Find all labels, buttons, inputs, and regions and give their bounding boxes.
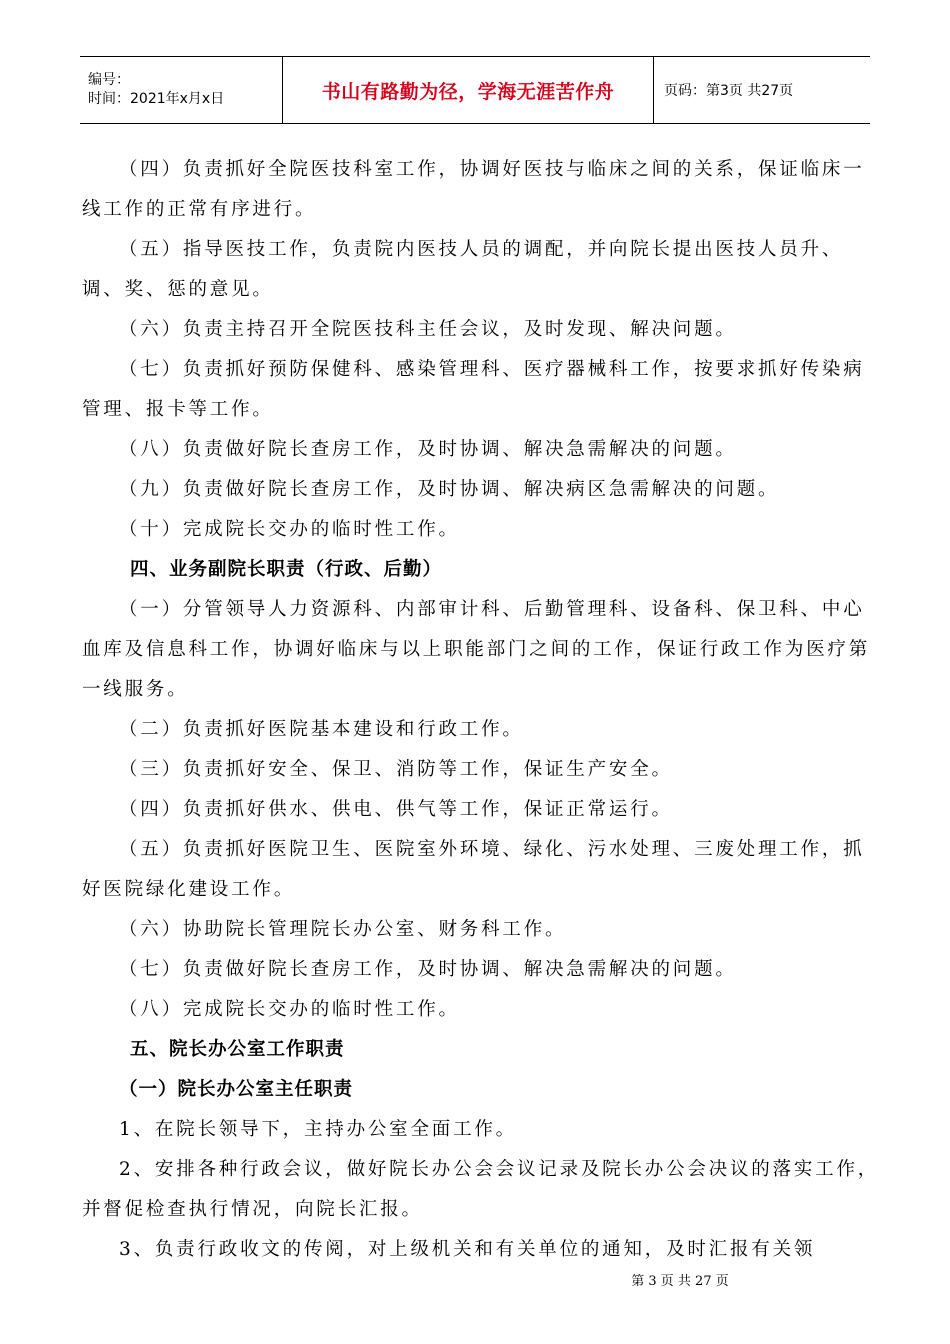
subsection-heading: （一）院长办公室主任职责 (119, 1079, 354, 1100)
body-paragraph: 3、负责行政收文的传阅，对上级机关和有关单位的通知，及时汇报有关领 (119, 1239, 816, 1260)
header-page-cell (654, 57, 870, 123)
body-paragraph: （四）负责抓好供水、供电、供气等工作，保证正常运行。 (119, 799, 673, 820)
body-paragraph: （六）协助院长管理院长办公室、财务科工作。 (119, 919, 567, 940)
section-heading: 五、院长办公室工作职责 (130, 1039, 345, 1060)
document-number-label: 编号： (88, 72, 130, 88)
body-paragraph: （六）负责主持召开全院医技科主任会议，及时发现、解决问题。 (119, 319, 737, 340)
body-paragraph: （七）负责做好院长查房工作，及时协调、解决急需解决的问题。 (119, 959, 737, 980)
body-paragraph: 1、在院长领导下，主持办公室全面工作。 (119, 1119, 517, 1140)
body-paragraph: （七）负责抓好预防保健科、感染管理科、医疗器械科工作，按要求抓好传染病管理、报卡等工作。 (82, 359, 865, 420)
page-header (80, 56, 870, 124)
body-paragraph: （九）负责做好院长查房工作，及时协调、解决病区急需解决的问题。 (119, 479, 780, 500)
body-paragraph: （十）完成院长交办的临时性工作。 (119, 519, 460, 540)
document-time-label: 时间：2021年x月x日 (88, 91, 225, 107)
document-body (82, 150, 882, 1270)
header-motto-cell (282, 57, 654, 123)
section-heading: 四、业务副院长职责（行政、后勤） (130, 559, 443, 580)
body-paragraph: （八）完成院长交办的临时性工作。 (119, 999, 460, 1020)
header-meta (80, 57, 282, 123)
body-paragraph: （三）负责抓好安全、保卫、消防等工作，保证生产安全。 (119, 759, 673, 780)
page-footer: 第 3 页 共 27 页 (631, 1274, 729, 1289)
body-paragraph: （四）负责抓好全院医技科室工作，协调好医技与临床之间的关系，保证临床一线工作的正常有序进行。 (82, 159, 865, 220)
body-paragraph: （二）负责抓好医院基本建设和行政工作。 (119, 719, 524, 740)
body-paragraph: 2、安排各种行政会议，做好院长办公会会议记录及院长办公会决议的落实工作，并督促检查执行情况，向院长汇报。 (82, 1159, 880, 1220)
body-paragraph: （五）负责抓好医院卫生、医院室外环境、绿化、污水处理、三废处理工作，抓好医院绿化建设工作。 (82, 839, 865, 900)
body-paragraph: （五）指导医技工作，负责院内医技人员的调配，并向院长提出医技人员升、调、奖、惩的意见。 (82, 239, 844, 300)
body-paragraph: （一）分管领导人力资源科、内部审计科、后勤管理科、设备科、保卫科、中心血库及信息科工作，协调好临床与以上职能部门之间的工作，保证行政工作为医疗第一线服务。 (82, 599, 871, 700)
header-page-number: 页码：第3页 共27页 (664, 83, 794, 99)
header-motto: 书山有路勤为径，学海无涯苦作舟 (321, 80, 615, 103)
body-paragraph: （八）负责做好院长查房工作，及时协调、解决急需解决的问题。 (119, 439, 737, 460)
